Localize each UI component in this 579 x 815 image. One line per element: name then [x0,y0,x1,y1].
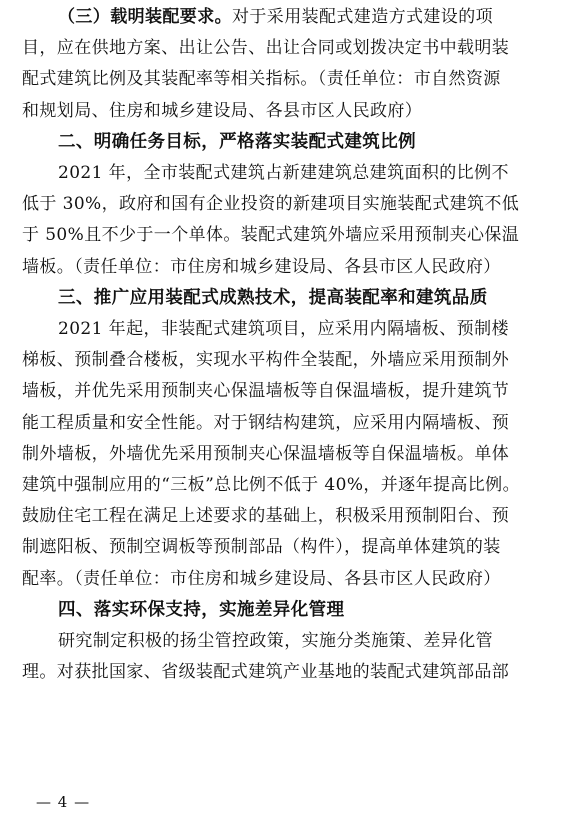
paragraph-first-line: 研究制定积极的扬尘管控政策，实施分类施策、差异化管 [58,631,493,652]
subsection-line [22,2,551,33]
subsection-title: （三）载明装配要求。 [58,7,232,27]
text-line: 制外墙板，外墙优先采用预制夹心保温墙板等自保温墙板。单体 [22,443,510,464]
paragraph-first-line: 2021 年，全市装配式建筑占新建建筑总建筑面积的比例不 [58,163,509,184]
text-line: 制遮阳板、预制空调板等预制部品（构件），提高单体建筑的装 [22,537,501,558]
text-line: 低于 30%，政府和国有企业投资的新建项目实施装配式建筑不低 [22,194,520,215]
text-line: 目，应在供地方案、出让公告、出让合同或划拨决定书中载明装 [22,38,510,59]
text-line: 和规划局、住房和城乡建设局、各县市区人民政府） [22,100,423,121]
section-heading: 四、落实环保支持，实施差异化管理 [58,599,345,620]
text-line: 理。对获批国家、省级装配式建筑产业基地的装配式建筑部品部 [22,662,510,683]
page-number: — 4 — [36,793,91,811]
text-line: 梯板、预制叠合楼板，实现水平构件全装配，外墙应采用预制外 [22,350,510,371]
text-line: 配式建筑比例及其装配率等相关指标。（责任单位：市自然资源 [22,69,501,90]
text-line: 配率。（责任单位：市住房和城乡建设局、各县市区人民政府） [22,568,501,589]
text-line: 墙板。（责任单位：市住房和城乡建设局、各县市区人民政府） [22,256,501,277]
paragraph-first-line: 2021 年起，非装配式建筑项目，应采用内隔墙板、预制楼 [58,319,509,340]
text-segment: 对于采用装配式建造方式建设的项 [232,7,493,27]
text-line: 建筑中强制应用的“三板”总比例不低于 40%，并逐年提高比例。 [22,475,520,496]
section-heading: 三、推广应用装配式成熟技术，提高装配率和建筑品质 [58,287,488,308]
text-line: 于 50%且不少于一个单体。装配式建筑外墙应采用预制夹心保温 [22,225,520,246]
text-line: 鼓励住宅工程在满足上述要求的基础上，积极采用预制阳台、预 [22,506,510,527]
text-line: 能工程质量和安全性能。对于钢结构建筑，应采用内隔墙板、预 [22,412,510,433]
text-line: 墙板，并优先采用预制夹心保温墙板等自保温墙板，提升建筑节 [22,381,510,402]
section-heading: 二、明确任务目标，严格落实装配式建筑比例 [58,131,416,152]
